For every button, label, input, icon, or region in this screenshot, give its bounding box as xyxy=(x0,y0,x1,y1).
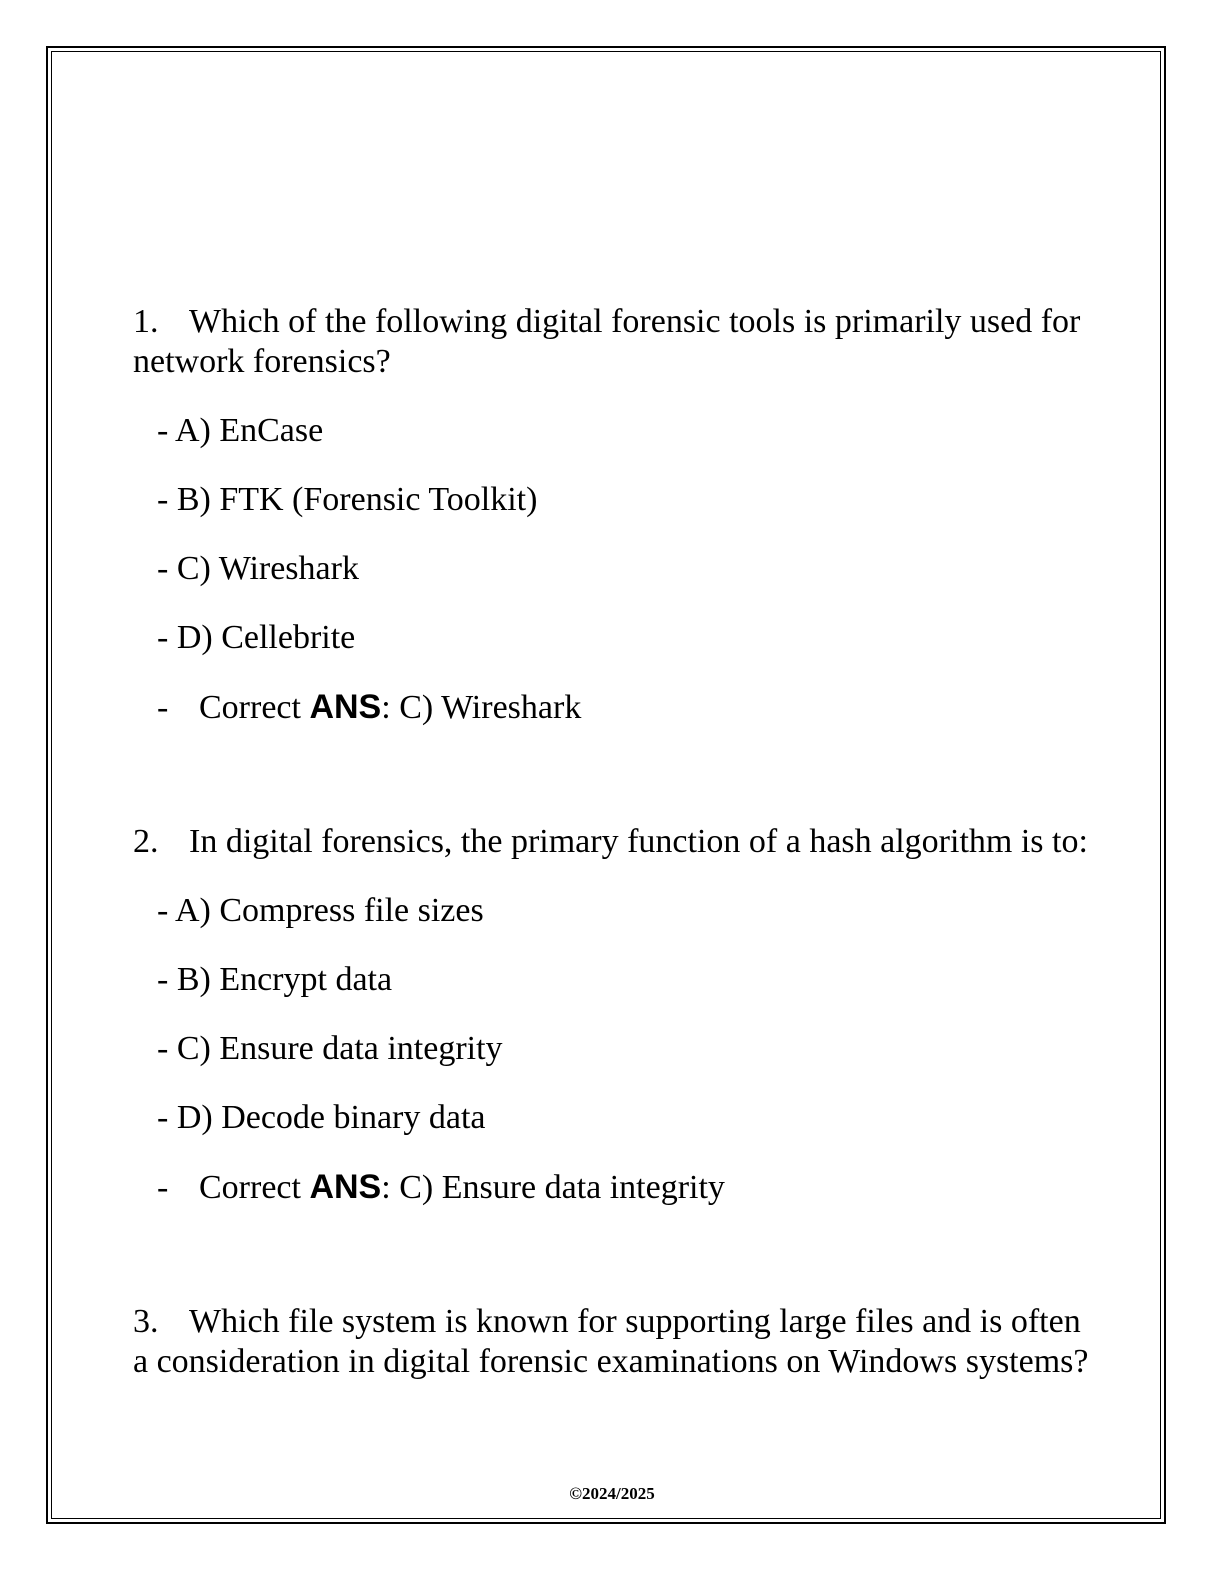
question-prompt: Which of the following digital forensic tools is primarily used for network forensics? xyxy=(133,303,1081,380)
option-c: - C) Wireshark xyxy=(157,550,359,587)
question-3 xyxy=(133,1302,1093,1382)
answer-keyword: ANS xyxy=(309,1168,382,1206)
question-spacer xyxy=(133,728,1093,822)
option-c: - C) Ensure data integrity xyxy=(157,1030,503,1067)
question-spacer xyxy=(133,1208,1093,1302)
answer-value: : C) Wireshark xyxy=(381,689,582,726)
question-list xyxy=(133,302,1093,1382)
correct-answer xyxy=(133,687,1093,728)
question-number: 1. xyxy=(133,303,159,340)
answer-keyword: ANS xyxy=(309,688,382,726)
question-text xyxy=(133,1302,1093,1382)
copyright-footer: ©2024/2025 xyxy=(569,1484,655,1503)
question-number: 2. xyxy=(133,823,159,860)
question-2 xyxy=(133,822,1093,1208)
question-prompt: Which file system is known for supporting large files and is often a consideration in digital forensic examinations on Windows systems? xyxy=(133,1303,1089,1380)
option-d: - D) Cellebrite xyxy=(157,619,356,656)
question-prompt: In digital forensics, the primary function of a hash algorithm is to: xyxy=(189,823,1088,860)
answer-value: : C) Ensure data integrity xyxy=(381,1169,725,1206)
question-1 xyxy=(133,302,1093,728)
option-b: - B) FTK (Forensic Toolkit) xyxy=(157,481,538,518)
answer-dash: - xyxy=(157,689,169,726)
question-number: 3. xyxy=(133,1303,159,1340)
answer-prefix: Correct xyxy=(199,1169,310,1206)
answer-prefix: Correct xyxy=(199,689,310,726)
correct-answer xyxy=(133,1167,1093,1208)
option-b: - B) Encrypt data xyxy=(157,961,393,998)
option-d: - D) Decode binary data xyxy=(157,1099,486,1136)
option-a: - A) Compress file sizes xyxy=(157,892,484,929)
question-text xyxy=(133,302,1093,382)
option-a: - A) EnCase xyxy=(157,412,324,449)
answer-dash: - xyxy=(157,1169,169,1206)
question-text xyxy=(133,822,1093,862)
